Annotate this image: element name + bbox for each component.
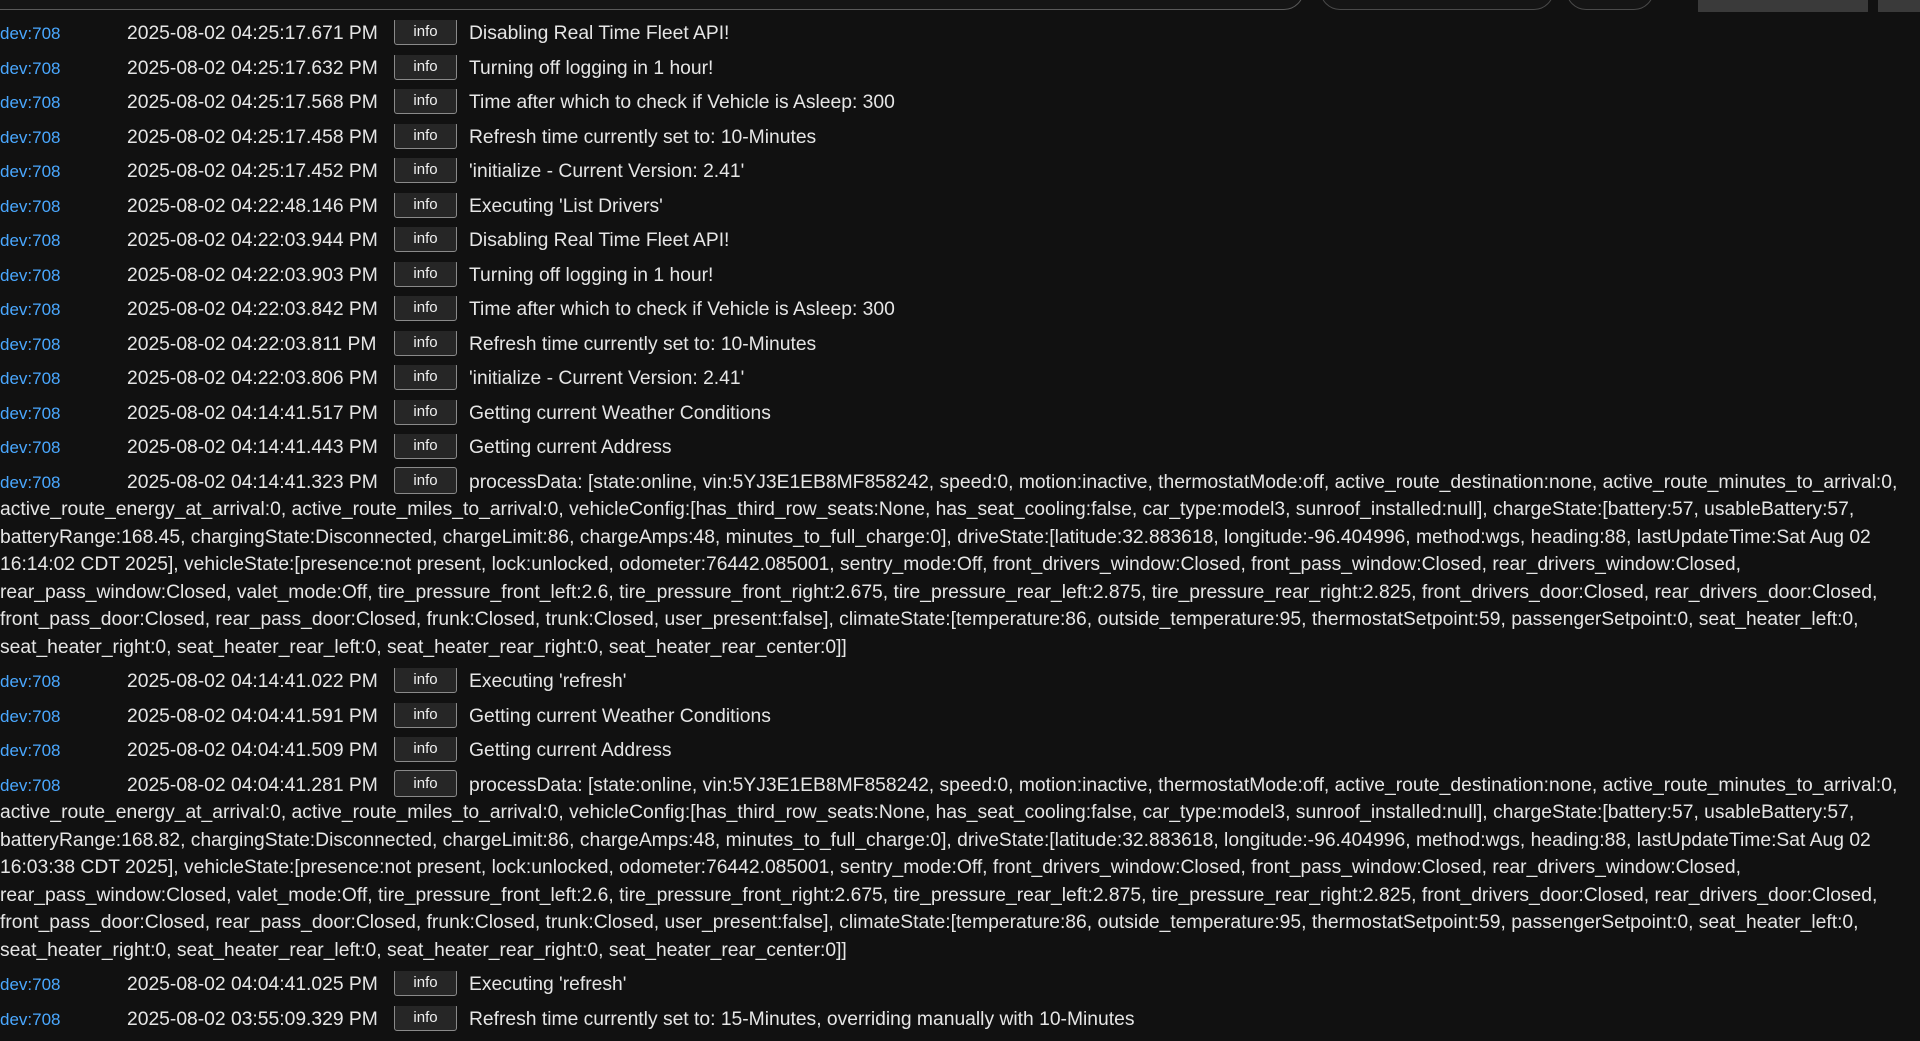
log-message: Executing 'refresh' [469,974,627,995]
log-entry [0,331,1920,359]
log-timestamp: 2025-08-02 04:25:17.568 PM [127,92,378,113]
log-message: Getting current Address [469,437,672,458]
log-source-link[interactable]: dev:708 [0,403,61,423]
log-timestamp: 2025-08-02 04:25:17.671 PM [127,23,378,44]
log-level-badge: info [394,20,457,45]
log-source-link[interactable]: dev:708 [0,127,61,147]
log-message: processData: [state:online, vin:5YJ3E1EB8MF858242, speed:0, motion:inactive, thermostatMode:off, active_route_destination:none, active_route_minutes_to_arrival:0, active_route_energy_at_arrival:0, active_route_miles_to_arrival:0, vehicleConfig:[has_third_row_seats:None, has_seat_cooling:false, car_type:model3, sunroof_installed:null], chargeState:[battery:57, usableBattery:57, batteryRange:168.82, chargingState:Disconnected, chargeLimit:86, chargeAmps:48, minutes_to_full_charge:0], driveState:[latitude:32.883618, longitude:-96.404996, method:wgs, heading:88, lastUpdateTime:Sat Aug 02 16:03:38 CDT 2025], vehicleState:[presence:not present, lock:unlocked, odometer:76442.085001, sentry_mode:Off, front_drivers_window:Closed, front_pass_window:Closed, rear_drivers_window:Closed, rear_pass_window:Closed, valet_mode:Off, tire_pressure_front_left:2.6, tire_pressure_front_right:2.675, tire_pressure_rear_left:2.875, tire_pressure_rear_right:2.825, front_drivers_door:Closed, rear_drivers_door:Closed, front_pass_door:Closed, rear_pass_door:Closed, frunk:Closed, trunk:Closed, user_present:false], climateState:[temperature:86, outside_temperature:95, thermostatSetpoint:59, passengerSetpoint:0, seat_heater_left:0, seat_heater_right:0, seat_heater_rear_left:0, seat_heater_rear_right:0, seat_heater_rear_center:0]] [0,774,1898,961]
log-level-badge: info [394,467,457,494]
log-level-badge: info [394,668,457,693]
log-source-link[interactable]: dev:708 [0,162,61,181]
log-message: Refresh time currently set to: 15-Minutes, overriding manually with 10-Minutes [469,1008,1135,1030]
log-timestamp: 2025-08-02 04:22:03.842 PM [127,299,378,320]
log-source-link[interactable]: dev:708 [0,706,61,726]
log-level-badge: info [394,434,457,459]
device-filter-select[interactable] [1320,0,1554,10]
log-source-link[interactable]: dev:708 [0,58,61,78]
log-timestamp: 2025-08-02 03:55:09.329 PM [127,1008,378,1030]
log-source-link[interactable]: dev:708 [0,741,61,760]
log-source-link[interactable]: dev:708 [0,438,61,457]
log-message: processData: [state:online, vin:5YJ3E1EB8MF858242, speed:0, motion:inactive, thermostatMode:off, active_route_destination:none, active_route_minutes_to_arrival:0, active_route_energy_at_arrival:0, active_route_miles_to_arrival:0, vehicleConfig:[has_third_row_seats:None, has_seat_cooling:false, car_type:model3, sunroof_installed:null], chargeState:[battery:57, usableBattery:57, batteryRange:168.45, chargingState:Disconnected, chargeLimit:86, chargeAmps:48, minutes_to_full_charge:0], driveState:[latitude:32.883618, longitude:-96.404996, method:wgs, heading:88, lastUpdateTime:Sat Aug 02 16:14:02 CDT 2025], vehicleState:[presence:not present, lock:unlocked, odometer:76442.085001, sentry_mode:Off, front_drivers_window:Closed, front_pass_window:Closed, rear_drivers_window:Closed, rear_pass_window:Closed, valet_mode:Off, tire_pressure_front_left:2.6, tire_pressure_front_right:2.675, tire_pressure_rear_left:2.875, tire_pressure_rear_right:2.825, front_drivers_door:Closed, rear_drivers_door:Closed, front_pass_door:Closed, rear_pass_door:Closed, frunk:Closed, trunk:Closed, user_present:false], climateState:[temperature:86, outside_temperature:95, thermostatSetpoint:59, passengerSetpoint:0, seat_heater_left:0, seat_heater_right:0, seat_heater_rear_left:0, seat_heater_rear_right:0, seat_heater_rear_center:0]] [0,471,1898,658]
log-timestamp: 2025-08-02 04:14:41.443 PM [127,437,378,458]
log-source-link[interactable]: dev:708 [0,231,61,250]
log-entry [0,193,1920,221]
log-level-badge: info [394,227,457,252]
log-level-badge: info [394,89,457,114]
log-entry [0,703,1920,731]
log-message: Turning off logging in 1 hour! [469,264,714,286]
log-level-badge: info [394,400,457,425]
log-entry [0,668,1920,696]
log-entry [0,227,1920,255]
log-message: Getting current Address [469,740,672,761]
log-level-badge: info [394,1006,457,1031]
log-timestamp: 2025-08-02 04:22:03.811 PM [127,333,377,355]
log-list [0,20,1920,1040]
level-filter-select[interactable] [1566,0,1654,10]
log-message: 'initialize - Current Version: 2.41' [469,368,745,389]
log-source-link[interactable]: dev:708 [0,334,61,354]
log-timestamp: 2025-08-02 04:25:17.632 PM [127,57,378,79]
log-entry [0,365,1920,393]
log-message: Refresh time currently set to: 10-Minutes [469,333,817,355]
log-entry [0,434,1920,462]
log-level-badge: info [394,193,457,218]
log-level-badge: info [394,262,457,287]
log-level-badge: info [394,737,457,762]
log-message: Turning off logging in 1 hour! [469,57,714,79]
toolbar-menu-button[interactable] [1878,0,1920,12]
log-level-badge: info [394,331,457,356]
toolbar-action-button[interactable] [1698,0,1868,12]
log-entry [0,55,1920,83]
log-source-link[interactable]: dev:708 [0,672,61,691]
log-level-badge: info [394,770,457,797]
log-entry [0,158,1920,186]
log-entry [0,262,1920,290]
log-source-link[interactable]: dev:708 [0,975,61,994]
log-message: Executing 'List Drivers' [469,195,663,217]
log-message: 'initialize - Current Version: 2.41' [469,161,745,182]
log-timestamp: 2025-08-02 04:25:17.458 PM [127,126,378,148]
log-level-badge: info [394,365,457,390]
log-source-link[interactable]: dev:708 [0,300,61,319]
log-entry [0,469,1920,662]
log-level-badge: info [394,971,457,996]
log-level-badge: info [394,158,457,183]
log-timestamp: 2025-08-02 04:04:41.509 PM [127,740,378,761]
log-message: Refresh time currently set to: 10-Minutes [469,126,817,148]
log-timestamp: 2025-08-02 04:04:41.281 PM [127,774,378,796]
log-message: Disabling Real Time Fleet API! [469,23,730,44]
log-entry [0,124,1920,152]
log-timestamp: 2025-08-02 04:22:03.806 PM [127,368,378,389]
log-timestamp: 2025-08-02 04:14:41.022 PM [127,671,378,692]
log-timestamp: 2025-08-02 04:22:03.944 PM [127,230,378,251]
log-level-badge: info [394,703,457,728]
log-timestamp: 2025-08-02 04:14:41.517 PM [127,402,378,424]
log-entry [0,772,1920,965]
log-message: Getting current Weather Conditions [469,705,771,727]
log-message: Getting current Weather Conditions [469,402,771,424]
log-level-badge: info [394,296,457,321]
log-entry [0,89,1920,117]
log-message: Executing 'refresh' [469,671,627,692]
log-source-link[interactable]: dev:708 [0,472,61,492]
log-entry [0,737,1920,765]
log-message: Disabling Real Time Fleet API! [469,230,730,251]
log-source-link[interactable]: dev:708 [0,369,61,388]
log-filter-input[interactable] [0,0,1304,10]
log-timestamp: 2025-08-02 04:22:03.903 PM [127,264,378,286]
log-entry [0,296,1920,324]
log-source-link[interactable]: dev:708 [0,24,61,43]
log-source-link[interactable]: dev:708 [0,1009,61,1029]
log-timestamp: 2025-08-02 04:04:41.025 PM [127,974,378,995]
log-source-link[interactable]: dev:708 [0,93,61,112]
log-entry [0,20,1920,48]
log-timestamp: 2025-08-02 04:04:41.591 PM [127,705,378,727]
log-timestamp: 2025-08-02 04:14:41.323 PM [127,471,378,493]
log-message: Time after which to check if Vehicle is Asleep: 300 [469,299,895,320]
log-source-link[interactable]: dev:708 [0,265,61,285]
log-entry [0,1006,1920,1034]
log-source-link[interactable]: dev:708 [0,196,61,216]
log-entry [0,400,1920,428]
log-level-badge: info [394,124,457,149]
log-message: Time after which to check if Vehicle is Asleep: 300 [469,92,895,113]
log-timestamp: 2025-08-02 04:22:48.146 PM [127,195,378,217]
log-source-link[interactable]: dev:708 [0,775,61,795]
log-entry [0,971,1920,999]
log-timestamp: 2025-08-02 04:25:17.452 PM [127,161,378,182]
log-level-badge: info [394,55,457,80]
top-toolbar [0,0,1920,12]
